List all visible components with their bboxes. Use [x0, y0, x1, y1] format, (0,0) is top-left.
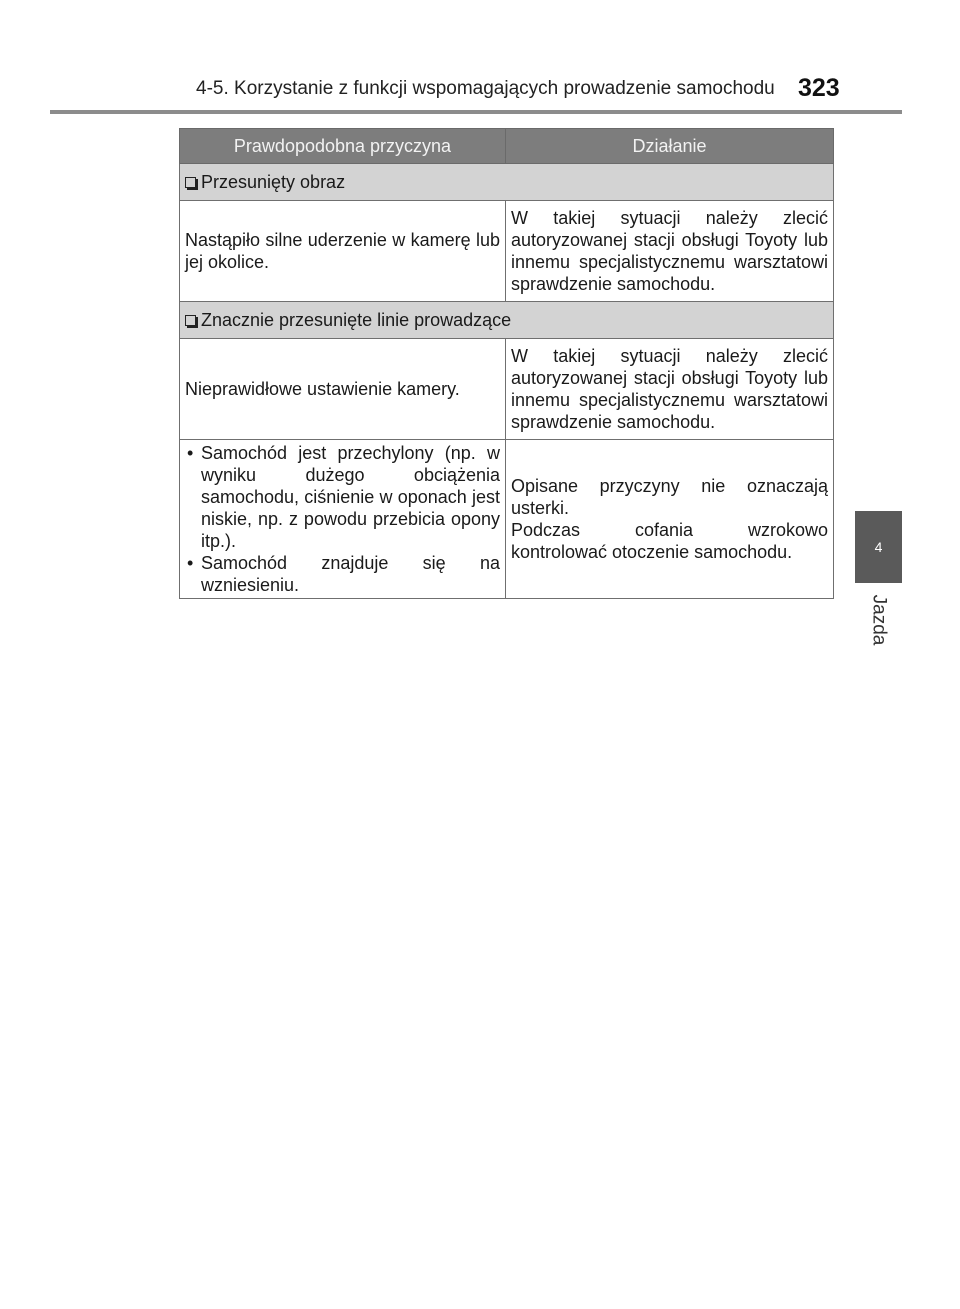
list-item: • Samochód jest przechylony (np. w wyniku dużego obciążenia samochodu, ciśnienie w oponach jest niskie, np. z powodu przebicia opony itp.). — [185, 442, 500, 552]
chapter-label — [856, 590, 900, 650]
table-row — [180, 440, 834, 599]
cause-list — [185, 442, 500, 596]
action-cell: W takiej sytuacji należy zlecić autoryzowanej stacji obsługi Toyoty lub innemu specjalistycznemu warsztatowi sprawdzenie samochodu. — [506, 201, 834, 302]
cause-cell: Nastąpiło silne uderzenie w kamerę lub jej okolice. — [180, 201, 506, 302]
column-header-cause: Prawdopodobna przyczyna — [180, 129, 506, 164]
troubleshooting-table — [179, 128, 834, 599]
action-cell — [506, 440, 834, 599]
chapter-tab — [855, 511, 902, 583]
section-header — [180, 164, 834, 201]
action-cell: W takiej sytuacji należy zlecić autoryzowanej stacji obsługi Toyoty lub innemu specjalistycznemu warsztatowi sprawdzenie samochodu. — [506, 339, 834, 440]
chapter-label-text: Jazda — [868, 594, 890, 646]
section-title: Znacznie przesunięte linie prowadzące — [201, 310, 512, 330]
section-header — [180, 302, 834, 339]
table-header-row — [180, 129, 834, 164]
table-row — [180, 339, 834, 440]
column-header-action: Działanie — [506, 129, 834, 164]
list-item: • Samochód znajduje się na wzniesieniu. — [185, 552, 500, 596]
chapter-number: 4 — [874, 539, 883, 555]
header-divider — [50, 110, 902, 114]
page-number: 323 — [798, 74, 840, 102]
section-row — [180, 302, 834, 339]
table-row — [180, 201, 834, 302]
cause-cell — [180, 440, 506, 599]
checkbox-square-icon — [185, 177, 196, 188]
action-text: Podczas cofania wzrokowo kontrolować otoczenie samochodu. — [511, 520, 828, 562]
cause-cell: Nieprawidłowe ustawienie kamery. — [180, 339, 506, 440]
section-title: Przesunięty obraz — [201, 172, 346, 192]
section-row — [180, 164, 834, 201]
checkbox-square-icon — [185, 315, 196, 326]
action-text: Opisane przyczyny nie oznaczają usterki. — [511, 476, 828, 518]
section-title: 4-5. Korzystanie z funkcji wspomagających prowadzenie samochodu — [196, 78, 775, 99]
